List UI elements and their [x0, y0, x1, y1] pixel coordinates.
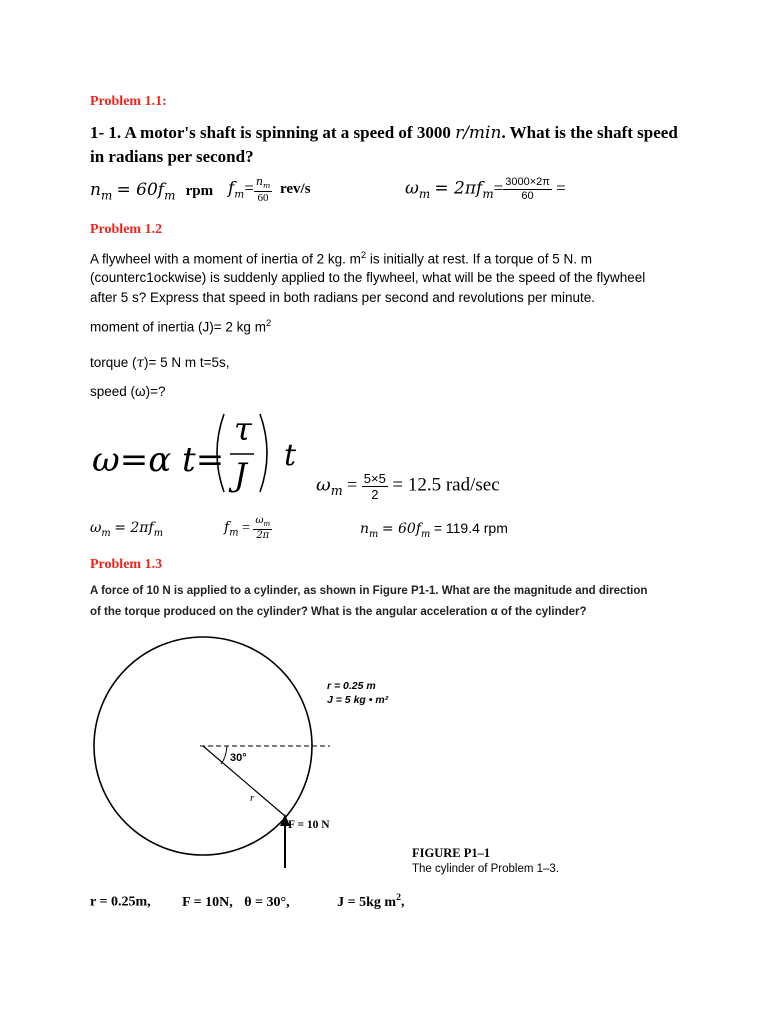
result-formula: $\omega_m$ = $\frac{5\times 5}{2}$ = 12.5 rad/sec — [316, 471, 500, 502]
problem-1-2-text-line1 — [90, 250, 592, 267]
problem-1-3-heading: Problem 1.3 — [90, 557, 163, 572]
eq-b: f — [224, 519, 230, 536]
res-sub: m — [330, 483, 343, 499]
eq-w-den: 60 — [521, 190, 534, 202]
angle-arc — [221, 746, 227, 764]
fig-r-value: r = 0.25 m — [327, 680, 376, 692]
eq-b-den: 2π — [256, 530, 270, 541]
eq-revs: rev/s — [280, 181, 311, 198]
figure-title: FIGURE P1–1 — [412, 846, 491, 860]
eq-fm-omega: $f_m$ = $\frac{\omega_m}{2\pi}$ — [224, 515, 271, 541]
given-r: r = 0.25m, — [90, 894, 151, 910]
big-tau: τ — [234, 410, 252, 448]
problem-1-3-text-line2: of the torque produced on the cylinder? What is the angular acceleration α of the cylinder? — [90, 606, 587, 618]
eq-c-rhs-sub: m — [421, 528, 431, 540]
eq-c-rhs: = 60f — [381, 521, 422, 537]
eq-fm-lhs: f — [228, 178, 235, 199]
eq-nm-value — [360, 520, 508, 540]
fig-angle-label: 30° — [230, 752, 247, 764]
equation-fm: $f_m=$ $\frac{n_m}{60}$ rev/s — [228, 175, 311, 204]
big-eq2: = — [195, 440, 225, 480]
problem-1-2-text-line2: (counterc1ockwise) is suddenly applied to the flywheel, what will be the speed of the flywheel — [90, 270, 646, 285]
res-num: 5×5 — [363, 471, 386, 486]
eq-c-val: = 119.4 rpm — [433, 520, 508, 536]
res-value: = 12.5 rad/sec — [392, 474, 500, 496]
res-lhs: ω — [316, 474, 331, 496]
given-F: F = 10N, — [182, 894, 233, 910]
eq-w-sub: m — [418, 186, 431, 201]
eq-a-rhs-sub: m — [153, 527, 163, 539]
figure-caption: The cylinder of Problem 1–3. — [412, 863, 560, 875]
fig-r-label: r — [250, 792, 255, 804]
given-theta: θ = 30°, — [244, 894, 290, 910]
given-J: J = 5kg m — [337, 894, 397, 910]
q-unit: r/min — [455, 123, 502, 143]
big-t2: t — [284, 438, 297, 473]
big-J: J — [234, 456, 247, 494]
eq-c-sub: m — [369, 528, 379, 540]
eq-w-num: 3000×2π — [505, 176, 550, 188]
torque-tau: τ — [136, 355, 144, 371]
eq-nm-lhs: n — [90, 180, 101, 200]
eq-fm-den: 60 — [257, 191, 269, 204]
big-t1: t — [182, 440, 196, 480]
eq-b-fraction — [253, 516, 272, 541]
eq-b-num-sub: m — [263, 520, 271, 528]
moment-of-inertia — [90, 318, 271, 335]
res-fraction — [362, 472, 388, 501]
torque-a: torque ( — [90, 355, 137, 370]
given-values — [90, 892, 404, 911]
eq-fm-fraction — [254, 176, 272, 204]
eq-w-fraction — [503, 177, 552, 202]
eq-fm-num-sub: m — [262, 181, 271, 191]
eq-b-num: ω — [255, 515, 264, 526]
fig-J-value: J = 5 kg • m² — [327, 694, 389, 706]
eq-w-end: = — [556, 178, 566, 198]
p12-text-a: A flywheel with a moment of inertia of 2 kg. m — [90, 251, 361, 267]
eq-b-sub: m — [229, 527, 239, 539]
eq-nm-rhs-sub: m — [164, 188, 176, 203]
res-den: 2 — [371, 487, 379, 502]
problem-1-3-text-line1: A force of 10 N is applied to a cylinder, as shown in Figure P1-1. What are the magnitude and direction — [90, 585, 648, 597]
p12-text-sup: 2 — [360, 250, 367, 261]
moi-text: moment of inertia (J)= 2 kg m — [90, 319, 266, 335]
p12-text-b: is initially at rest. If a torque of 5 N. m — [366, 251, 592, 267]
fig-force-label: F = 10 N — [288, 819, 330, 831]
eq-a-rhs: = 2πf — [114, 520, 154, 536]
eq-rpm: rpm — [185, 183, 214, 199]
equation-omega: $\omega_m = 2\pi f_m=$ $\frac{3000\times 2\pi}{60}$ = — [405, 176, 566, 202]
eq-omega-2pi — [90, 520, 163, 539]
given-J-end: , — [400, 894, 405, 910]
problem-1-2-heading: Problem 1.2 — [90, 222, 163, 237]
given-J-sup: 2 — [396, 892, 401, 903]
problem-1-2-text-line3: after 5 s? Express that speed in both radians per second and revolutions per minute. — [90, 290, 596, 305]
problem-1-1-question-line2: in radians per second? — [90, 147, 254, 166]
eq-w-mid: = 2πf — [434, 178, 483, 199]
torque-b: )= 5 N m t=5s, — [144, 355, 230, 370]
eq-fm-lhs-sub: m — [234, 188, 245, 201]
problem-1-1-heading: Problem 1.1: — [90, 94, 167, 109]
q-text-b: . What is the shaft speed — [501, 123, 678, 142]
eq-a-sub: m — [101, 527, 111, 539]
eq-w-mid-sub: m — [482, 186, 494, 201]
q-text-a: 1- 1. A motor's shaft is spinning at a speed of 3000 — [90, 123, 451, 142]
eq-a: ω — [90, 520, 102, 536]
eq-fm-num: n — [255, 175, 263, 188]
big-formula-left — [92, 440, 224, 480]
problem-1-1-question-line1 — [90, 123, 678, 143]
equation-nm — [90, 180, 213, 202]
big-omega: ω — [92, 440, 120, 480]
speed-line: speed (ω)=? — [90, 384, 166, 399]
torque-line — [90, 355, 230, 371]
eq-nm-sub: m — [100, 188, 113, 203]
moi-sup: 2 — [265, 318, 272, 329]
big-alpha: α — [148, 440, 172, 480]
big-eq1: = — [119, 440, 149, 480]
eq-nm-rhs: = 60f — [116, 180, 165, 200]
cylinder-figure — [90, 632, 350, 882]
eq-w-lhs: ω — [405, 178, 419, 199]
eq-c: n — [360, 521, 370, 537]
